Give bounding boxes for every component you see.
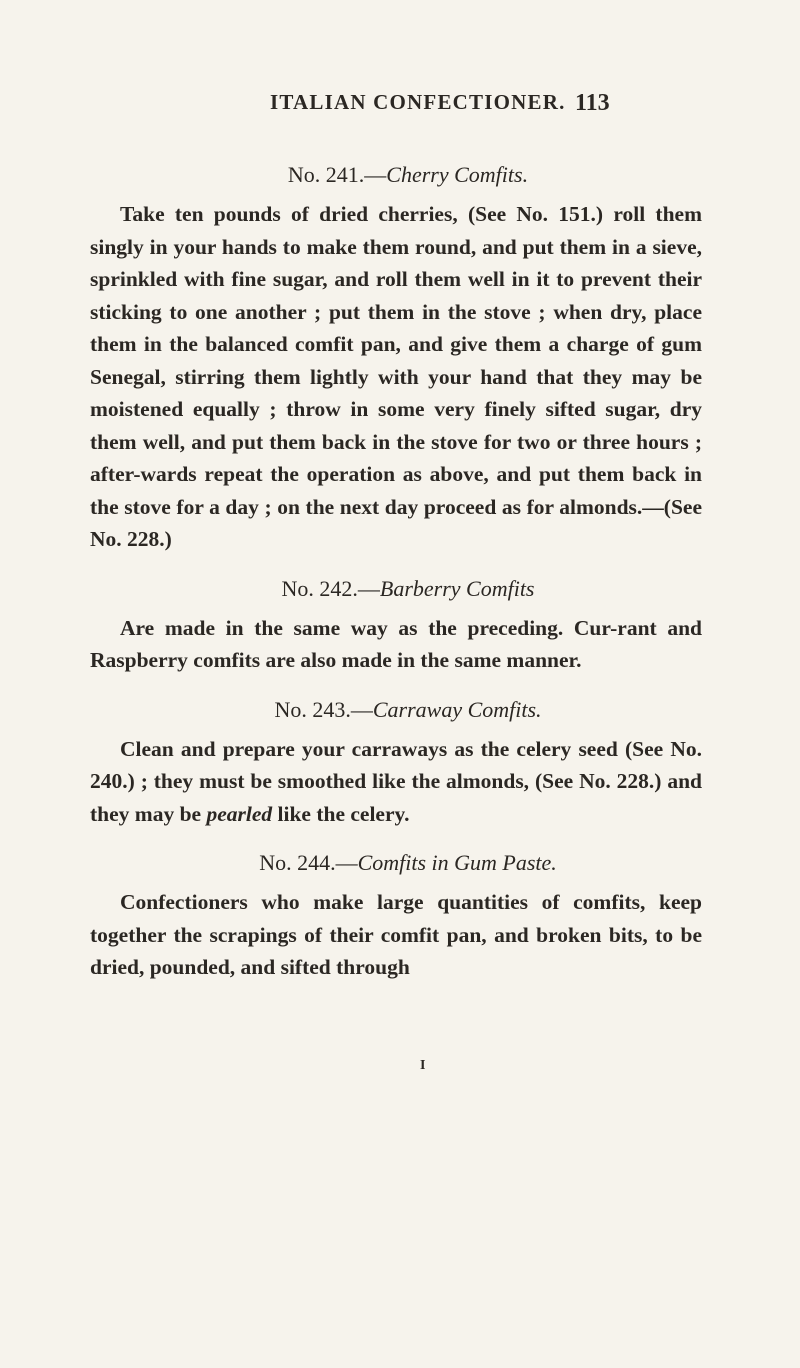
body-text: [90, 160, 702, 1002]
recipe-name: Barberry Comfits: [379, 575, 535, 601]
running-head: [0, 90, 800, 120]
recipe-name: Carraway Comfits.: [372, 696, 542, 722]
recipe-heading-242: [90, 574, 702, 604]
recipe-text-italic: pearled: [206, 801, 273, 826]
recipe-heading-243: [90, 695, 702, 725]
recipe-text-243: [90, 733, 702, 831]
signature-mark: I: [420, 1058, 426, 1073]
recipe-number: No. 242.—: [281, 575, 380, 601]
page-number: 113: [575, 90, 610, 116]
recipe-name: Comfits in Gum Paste.: [357, 850, 557, 875]
recipe-name: Cherry Comfits.: [386, 162, 529, 187]
running-title: ITALIAN CONFECTIONER.: [270, 90, 566, 114]
recipe-text-242: Are made in the same way as the preceding. Cur-rant and Raspberry comfits are also made in the same manner.: [90, 615, 702, 672]
recipe-number: No. 241.—: [287, 162, 387, 187]
recipe-heading-241: [90, 160, 702, 190]
recipe-text-part: Clean and prepare your carraways as the celery seed (See No. 240.) ; they must be smoothed like the almonds, (See No. 228.) and they may be: [90, 736, 702, 826]
recipe-text-244: Confectioners who make large quantities of comfits, keep together the scrapings of their comfit pan, and broken bits, to be dried, pounded, and sifted through: [90, 890, 702, 979]
recipe-number: No. 243.—: [274, 696, 373, 722]
recipe-text-241: Take ten pounds of dried cherries, (See No. 151.) roll them singly in your hands to make them round, and put them in a sieve, sprinkled with fine sugar, and roll them well in it to prevent their sticking to one another ; put them in the stove ; when dry, place them in the balanced comfit pan, and give them a charge of gum Senegal, stirring them lightly with your hand that they may be moistened equally ; throw in some very finely sifted sugar, dry them well, and put them back in the stove for two or three hours ; after-wards repeat the operation as above, and put them back in the stove for a day ; on the next day proceed as for almonds.—(See No. 228.): [90, 202, 702, 551]
recipe-text-part: like the celery.: [272, 801, 410, 826]
recipe-number: No. 244.—: [259, 850, 358, 875]
recipe-heading-244: [90, 848, 702, 878]
